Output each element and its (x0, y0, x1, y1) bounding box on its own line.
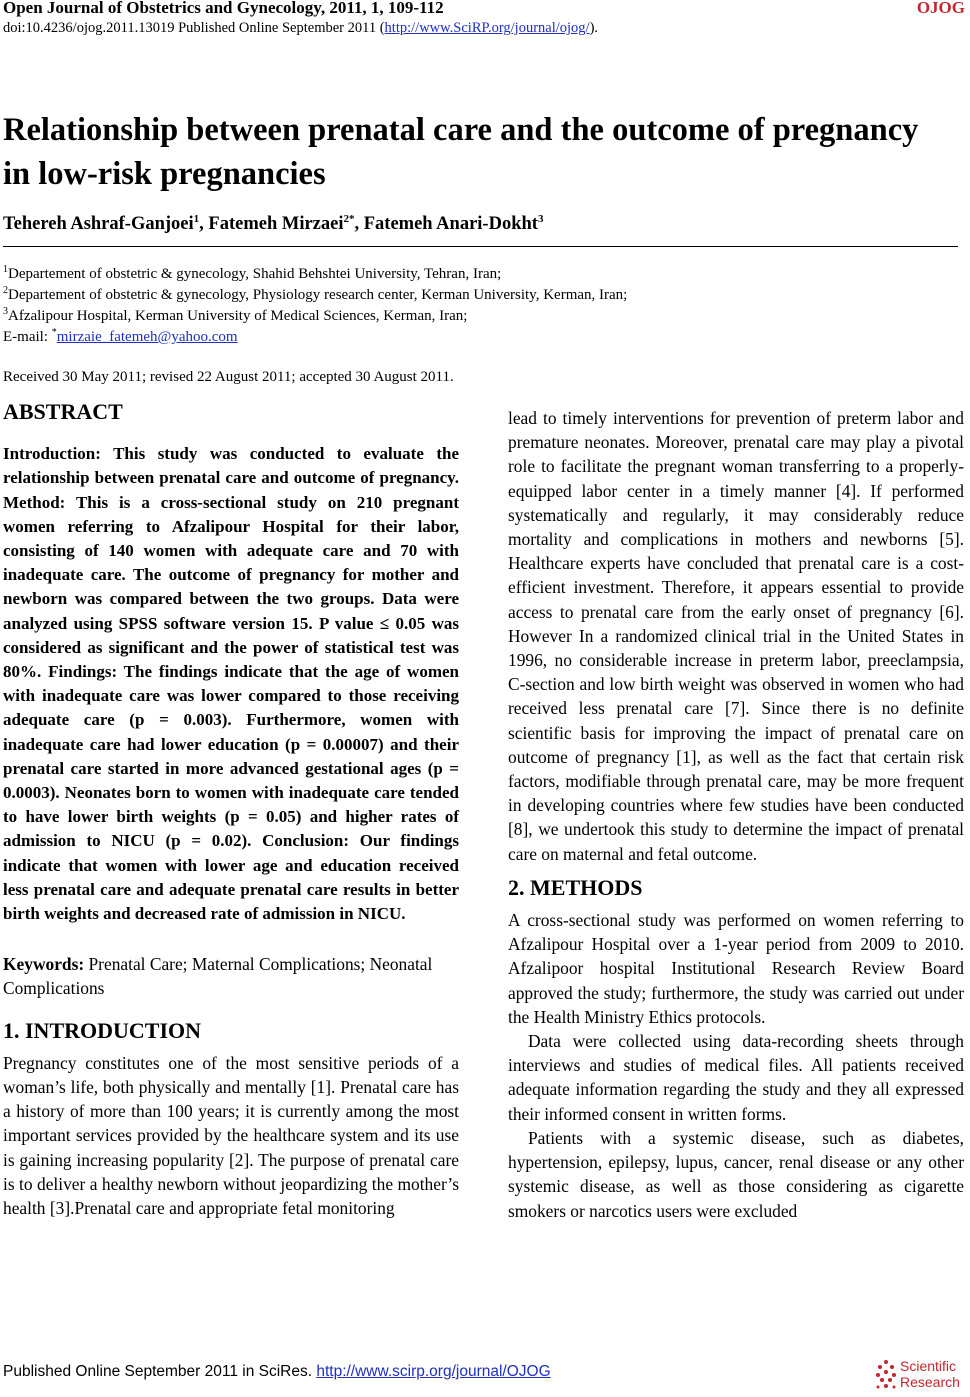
email-label: E-mail: (3, 329, 52, 345)
affiliation-1 (3, 264, 501, 283)
journal-link[interactable]: http://www.SciRP.org/journal/ojog/ (384, 20, 590, 36)
author-separator: , (199, 214, 209, 235)
author-name: Tehereh Ashraf-Ganjoei (3, 214, 194, 235)
email-line (3, 327, 238, 346)
corresponding-mark: * (51, 327, 57, 338)
journal-header: Open Journal of Obstetrics and Gynecology, 2011, 1, 109-112 (3, 0, 444, 17)
methods-paragraph: A cross-sectional study was performed on women referring to Afzalipour Hospital over a 1-year period from 2009 to 2010. Afzalipoor hospital Institutional Research Review Board approved the study; furthermore, the study was carried out under the Health Ministry Ethics protocols. (508, 910, 964, 1027)
right-column (508, 406, 964, 1223)
author-affiliation-mark: 2* (343, 213, 355, 225)
methods-paragraph: Patients with a systemic disease, such as diabetes, hypertension, epilepsy, lupus, cancer, renal disease or any other systemic disease, as well as those considering as cigarette smokers or narcotics users were excluded (508, 1127, 964, 1221)
author-affiliation-mark: 3 (537, 213, 544, 225)
keywords (3, 952, 459, 1000)
logo-line: Scientific (900, 1358, 957, 1374)
methods-paragraph: Data were collected using data-recording sheets through interviews and studies of medical files. All patients received adequate information regarding the study and they all expressed their informed consent in written forms. (508, 1031, 964, 1124)
keywords-text: Prenatal Care; Maternal Complications; Neonatal Complications (3, 954, 433, 999)
author-separator: , (354, 214, 364, 235)
abstract-heading: ABSTRACT (3, 399, 123, 424)
affiliation-text: Afzalipour Hospital, Kerman University of Medical Sciences, Kerman, Iran; (8, 308, 468, 324)
doi-line (3, 20, 598, 37)
publisher-logo-text (900, 1359, 960, 1390)
methods-heading: 2. METHODS (508, 874, 643, 900)
footer (3, 1363, 551, 1381)
abstract-body: Introduction: This study was conducted to evaluate the relationship between prenatal care and outcome of pregnancy. Method: This is a cross-sectional study on 210 pregnant women referring to Afzalipour Hospital for their labor, consisting of 140 women with adequate care and 70 with inadequate care. The outcome of pregnancy for mother and newborn was compared between the two groups. Data were analyzed using SPSS software version 15. P value ≤ 0.05 was considered as significant and the power of statistical test was 80%. Findings: The findings indicate that the age of women with inadequate care was lower compared to those receiving adequate care (p = 0.003). Furthermore, women with inadequate care had lower education (p = 0.00007) and their prenatal care started in more advanced gestational ages (p = 0.0003). Neonates born to women with inadequate care tended to have lower birth weights (p = 0.05) and higher rates of admission to NICU (p = 0.02). Conclusion: Our findings indicate that women with lower age and education received less prenatal care and adequate prenatal care results in better birth weights and decreased rate of admission in NICU. (3, 444, 459, 924)
journal-abbreviation: OJOG (916, 0, 965, 17)
doi-close: ). (589, 20, 599, 36)
introduction-paragraph: Pregnancy constitutes one of the most sensitive periods of a woman’s life, both physically and mentally [1]. Prenatal care has a history of more than 100 years; it is currently among the most important services provided by the healthcare system and its use is gaining increasing popularity [2]. The purpose of prenatal care is to deliver a healthy newborn without jeopardizing the mother’s health [3].Prenatal care and appropriate fetal monitoring (3, 1052, 459, 1219)
affiliation-2 (3, 285, 627, 304)
publisher-logo-icon (874, 1358, 898, 1392)
affiliation-text: Departement of obstetric & gynecology, Shahid Behshtei University, Tehran, Iran; (8, 266, 502, 282)
footer-text: Published Online September 2011 in SciRes. (3, 1363, 317, 1380)
author-affiliation-mark: 1 (193, 213, 200, 225)
paper-title: Relationship between prenatal care and the outcome of pregnancy in low-risk pregnancies (3, 112, 919, 192)
affiliation-3 (3, 306, 467, 325)
introduction-heading: 1. INTRODUCTION (3, 1017, 202, 1043)
author-name: Fatemeh Anari-Dokht (363, 214, 538, 235)
doi-text: doi:10.4236/ojog.2011.13019 Published Online September 2011 ( (3, 20, 385, 36)
logo-line: Research (900, 1373, 960, 1390)
left-column (3, 400, 459, 1220)
keywords-label: Keywords: (3, 954, 85, 975)
affiliation-mark: 2 (3, 285, 8, 296)
received-dates: Received 30 May 2011; revised 22 August 2011; accepted 30 August 2011. (3, 369, 454, 385)
title-divider (3, 246, 958, 247)
publisher-logo (874, 1358, 966, 1394)
email-link[interactable]: mirzaie_fatemeh@yahoo.com (56, 329, 238, 345)
affiliation-mark: 3 (3, 306, 8, 317)
author-name: Fatemeh Mirzaei (208, 214, 344, 235)
footer-link[interactable]: http://www.scirp.org/journal/OJOG (316, 1363, 551, 1380)
affiliation-mark: 1 (3, 264, 8, 275)
author-list (3, 213, 543, 235)
affiliation-text: Departement of obstetric & gynecology, Physiology research center, Kerman University, Kerman, Iran; (8, 287, 628, 303)
introduction-paragraph-continued: lead to timely interventions for prevention of preterm labor and premature neonates. Moreover, prenatal care may play a pivotal role to facilitate the pregnant woman transferring to a properly-equipped labor center in a timely manner [4]. If performed systematically and regularly, it may considerably reduce mortality and complications in mothers and newborns [5]. Healthcare experts have concluded that prenatal care is a cost-efficient investment. Therefore, it appears essential to provide access to prenatal care from the early onset of pregnancy [6]. However In a randomized clinical trial in the United States in 1996, no considerable increase in preterm labor, preeclampsia, C-section and low birth weight was observed in women who had received less prenatal care [7]. Since there is no definite scientific basis for improving the impact of prenatal care on outcome of pregnancy [1], as well as the fact that certain risk factors, modifiable through prenatal care, may be more frequent in developing countries where few studies have been conducted [8], we undertook this study to determine the impact of prenatal care on maternal and fetal outcome. (508, 408, 964, 864)
